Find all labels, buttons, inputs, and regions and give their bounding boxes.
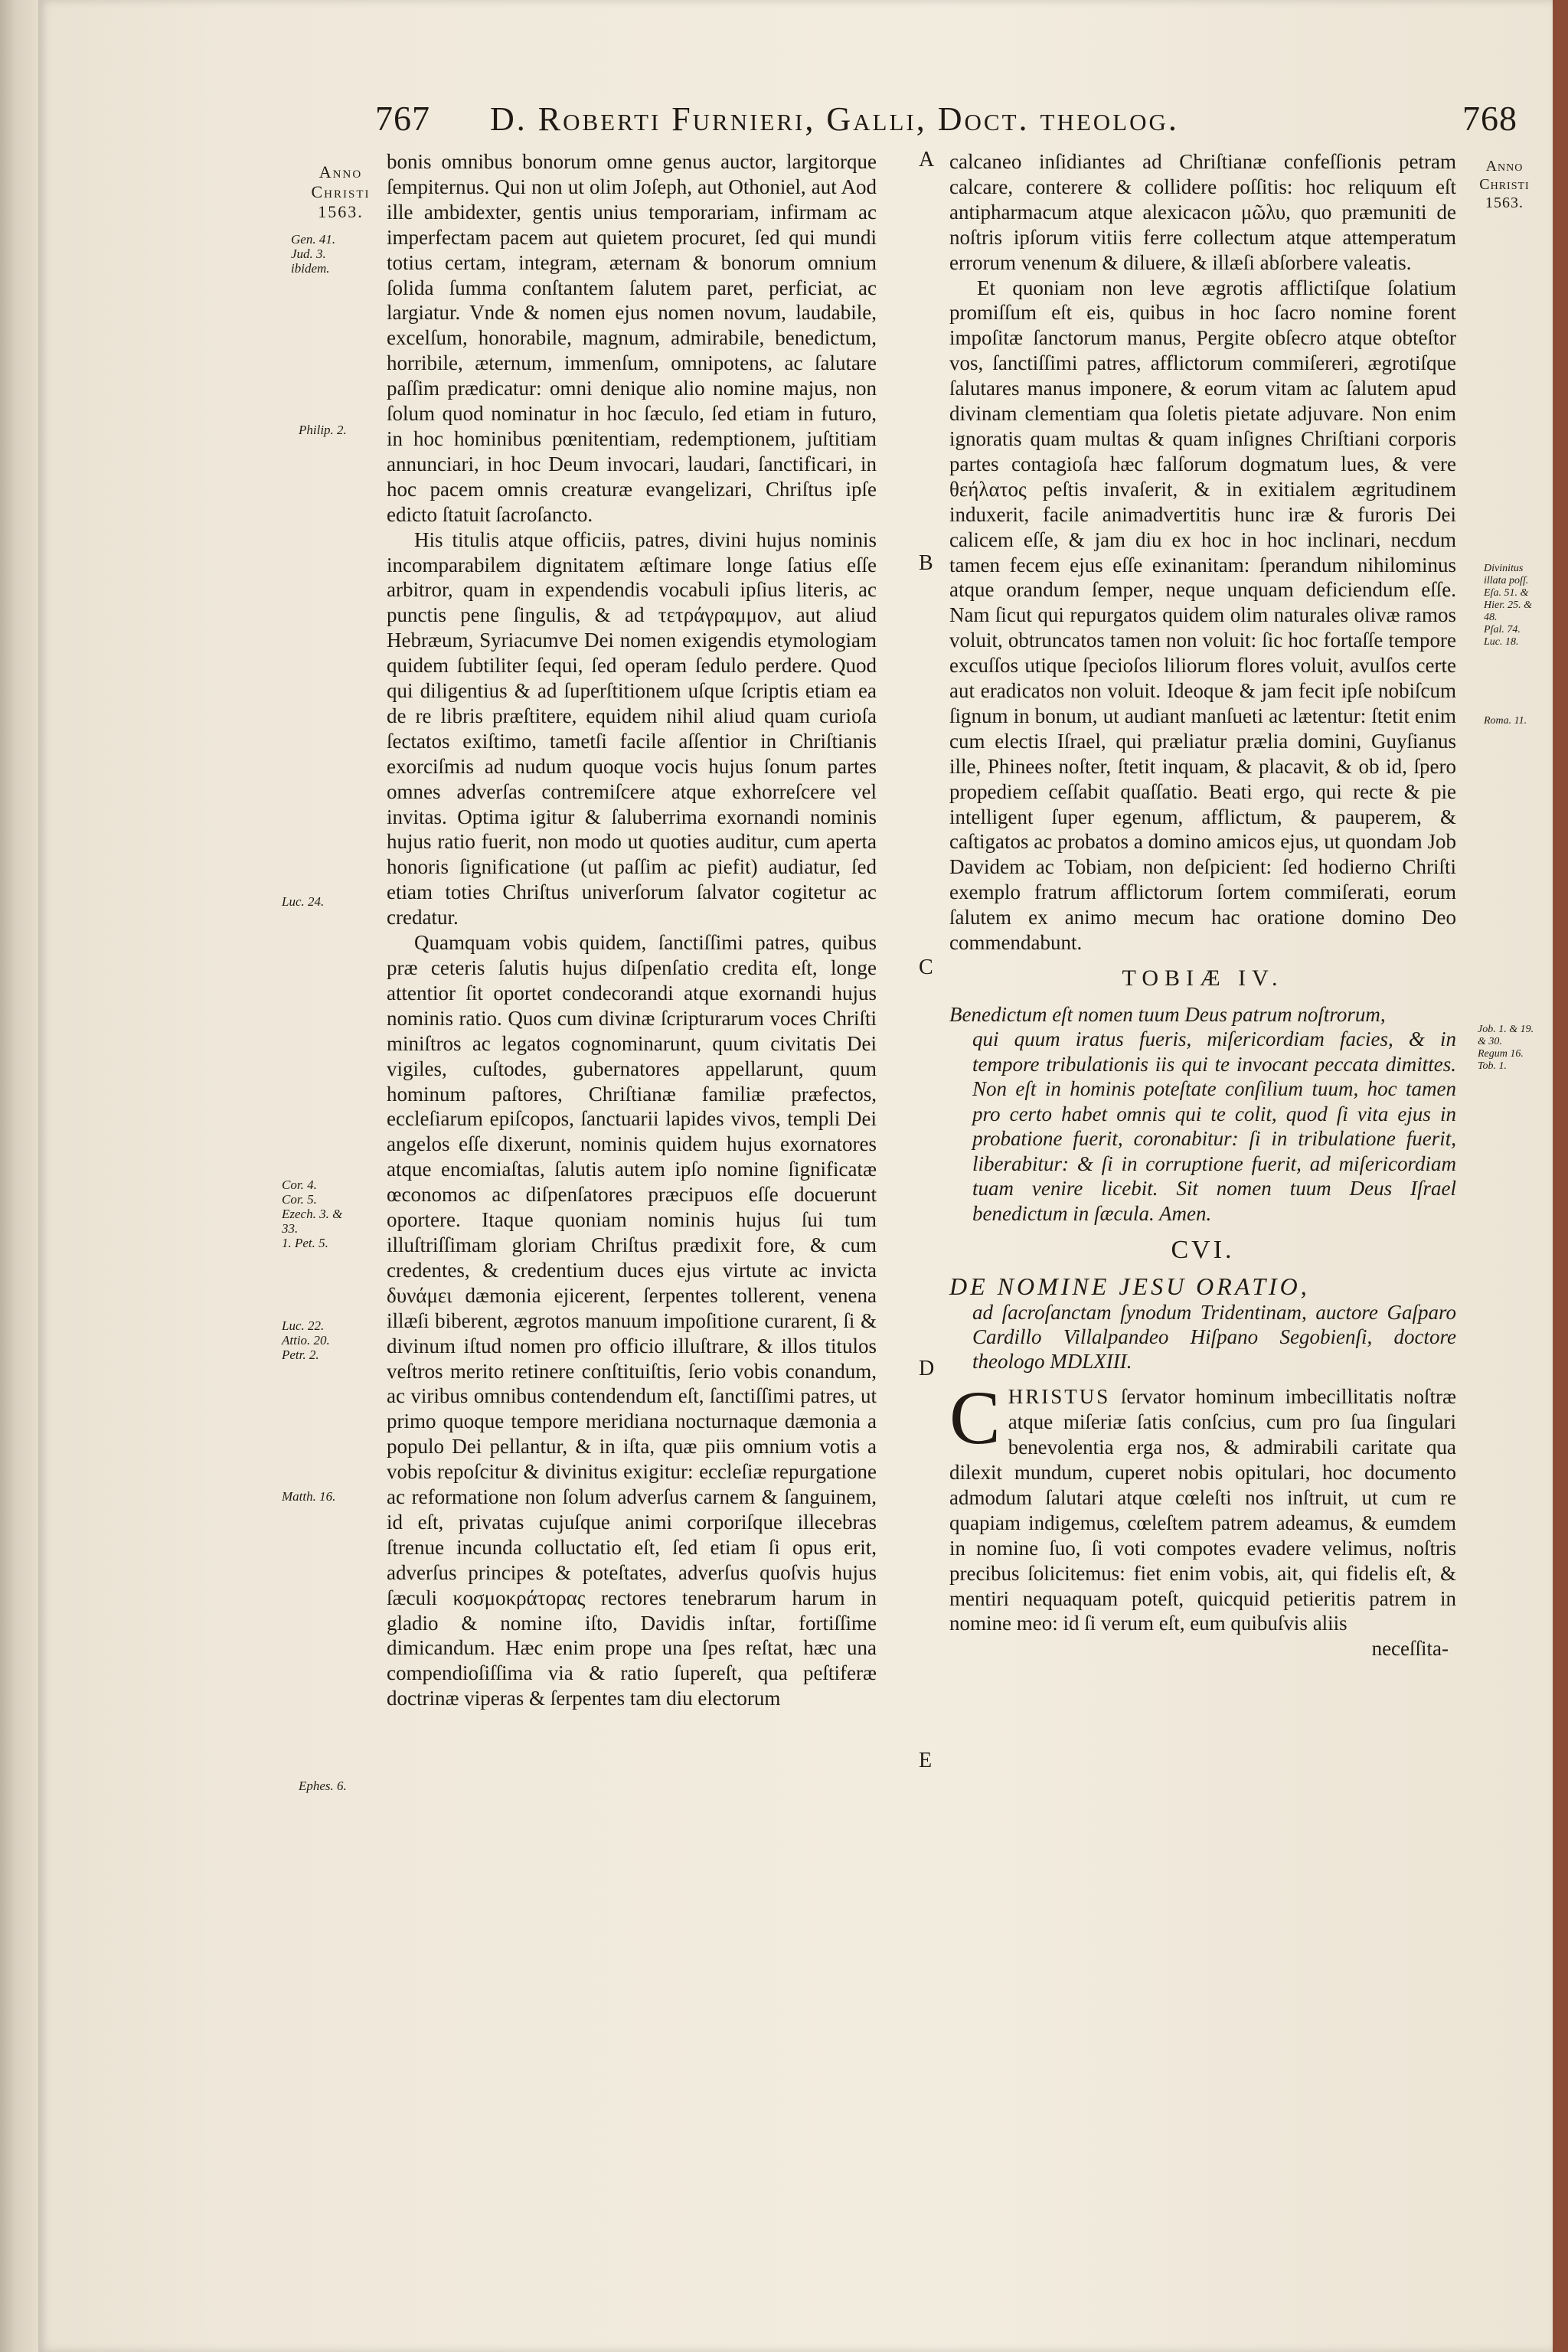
margin-year-label: Anno [1485,158,1524,175]
margin-note: Philip. 2. [299,423,347,437]
catchword: neceſſita- [1371,1637,1449,1661]
book-page [38,0,1553,2352]
margin-note: Divinitus illata poſſ. Eſa. 51. & Hier. 25. & 48. Pſal. 74. Luc. 18. [1484,563,1532,648]
oration-heading [949,1274,1456,1300]
paragraph: His titulis atque officiis, patres, divini hujus nominis incomparabilem dignitatem æſtimare longe ſatius eſſe arbitror, quam in expendendis vocabuli ipſius literis, ac punctis pene ſingulis, & ad τετράγραμμον, aut aliud Hebræum, Syriacumve Dei nomen exigendis etymologiam quidem ſubtiliter ſequi, ſed operam ſedulo perdere. Quod qui diligentius & ad ſuperſtitionem uſque ſcriptis etiam ea de re libris præſtitere, equidem nihil aliud quam curioſa ſectatos exiſtimo, tametſi facile aſſentior in Chriſtianis exorciſmis ad nudum quoque vocis hujus ſonum partes omnes adverſas contremiſcere atque exhorreſcere vel invitas. Optima igitur & ſaluberrima exornandi nominis hujus ratio fuerit, non modo ut quoties auditur, cum aperta honoris ſignificatione (ut paſſim ac piefit) audiatur, ſed etiam toties Chriſtus univerſorum ſalvator cogitetur ac credatur. [387,528,877,929]
section-letter: C [919,956,933,979]
page-edge [0,0,38,2352]
paragraph: Et quoniam non leve ægrotis afflictiſque ſolatium promiſſum eſt eis, quibus in hoc ſacro nomine forent impoſitæ ſanctorum manus, Pergite obſecro atque obteſtor vos, ſanctiſſimi patres, afflictorum commiſereri, ægrotiſque ſalutares manus imponere, & eorum vitam ac ſalutem apud divinam clementiam qua ſoletis pietate adjuvare. Non enim ignoratis quam multas & quam inſignes Chriſtiani corporis partes contagioſa hæc falſorum dogmatum lues, & vere θεήλατος peſtis invaſerit, & in exitialem ægritudinem induxerit, facile animadvertitis hunc iræ & furoris Dei calicem eſſe, & jam diu ex hoc in hoc inclinari, necdum tamen fecem ejus eſſe exinanitam: ſperandum nihilominus atque orandum ſemper, neque unquam deficiendum eſſe. Nam ſicut qui repurgatos quidem olim naturales olivæ ramos voluit, obtruncatos tamen non voluit: ſic hoc fortaſſe tempore excuſſos utique ſpecioſos liliorum flores voluit, avulſos certe aut eradicatos non voluit. Ideoque & jam fecit ipſe nobiſcum ſignum in bonum, ut audiant manſueti ac lætentur: ſtetit enim cum electis Iſrael, qui præliatur prælia domini, Guyſianus ille, Phinees noſter, ſtetit inquam, & placavit, & ob id, ſpero propediem ceſſabit quaſſatio. Beati ergo, qui recte & pie intelligent ſuper egenum, afflictum, & pauperem, & caſtigatos ac probatos a domino amicos ejus, ut quondam Job Davidem ac Tobiam, non deſpicient: ſed hodierno Chriſti exemplo fratrum afflictorum ſortem commiſerati, eorum ſalutem ex animo mecum hac oratione domino Deo commendabunt. [949,276,1456,955]
running-title: D. Roberti Furnieri, Galli, Doct. theolog. [490,100,1179,138]
left-column [387,149,877,1711]
drop-cap: C [949,1375,1001,1461]
opening-paragraph [949,1375,1457,1636]
section-title: TOBIÆ IV. [1122,965,1284,991]
margin-note: Roma. 11. [1484,715,1527,727]
margin-year-right [1474,157,1535,212]
paragraph: calcaneo inſidiantes ad Chriſtianæ confeſſionis petram calcare, conterere & collidere poſſitis: hoc reliquum eſt antipharmacum atque alexicacon μῶλυ, quo præmuniti de noſtris ipſorum vitiis ferre collectum atque attemperatum errorum venenum & diluere, & illæſi abſorbere valeatis. [949,150,1456,274]
paragraph: bonis omnibus bonorum omne genus auctor, largitorque ſempiternus. Qui non ut olim Joſeph, aut Othoniel, aut Aod ille ambidexter, gentis unius temporariam, infirmam ac imperfectam pacem aut quietem procuret, ſed qui mundi totius certam, integram, æternam & bonorum omnium ſolida ſumma conſtantem ſalutem paret, perficiat, ac largiatur. Vnde & nomen ejus nomen novum, laudabile, excelſum, honorabile, magnum, admirabile, benedictum, horribile, æternum, immenſum, omnipotens, ac ſalutare paſſim prædicatur: omni denique alio nomine majus, non ſolum quod nominatur in hoc ſæculo, ſed etiam in futuro, in hoc hominibus pœnitentiam, redemptionem, juſtitiam annunciari, in hoc Deum invocari, laudari, ſanctificari, in hoc pacem omnis creaturæ evangelizari, Chriſtus ipſe edicto ſtatuit ſacroſancto. [387,150,877,526]
margin-year-word: Christi [311,182,371,201]
margin-year-label: Anno [318,162,363,181]
paragraph: Quamquam vobis quidem, ſanctiſſimi patres, quibus præ ceteris ſalutis hujus diſpenſatio credita eſt, longe attentior ſit oportet condecorandi atque exornandi hujus nominis ratio. Quos cum divinæ ſcripturarum voces Chriſti miniſtros ac legatos cognominarunt, quum civitatis Dei vigiles, cuſtodes, gubernatores appellarunt, quum hominum paſtores, Chriſtianæ familiæ præfectos, eccleſiarum epiſcopos, ſanctuarii lapides vivos, templi Dei angelos eſſe dixerunt, nominis quidem hujus exornatores atque encomiaſtas, ſalutis autem ipſo nomine ſignificatæ œconomos ac diſpenſatores præcipuos eſſe docuerunt oportere. Itaque quoniam nominis hujus ſui tum illuſtriſſimam gloriam Chriſtus prædixit fore, & cum credentes, & credentium duces ejus virtute ac invicta δυνάμει dæmonia ejicerent, ſerpentes tollerent, venena illæſi biberent, ægrotos manuum impoſitione curarent, ſi & divinum iſtud nomen pro officio illuſtrare, & illos titulos veſtros merito retinere conſtituiſtis, ſerio vobis conandum, ac viribus omnibus contendendum eſt, ſanctiſſimi patres, ut primo quoque tempore meridiana nocturnaque dæmonia a populo Dei pellantur, & in iſta, quæ piis omnium votis a vobis repoſcitur & divinitus exigitur: eccleſiæ repurgatione ac reformatione non ſolum adverſus carnem & ſanguinem, id eſt, privatas cujuſque animi corporiſque illecebras ſtrenue incunda colluctatio eſt, ſed etiam ſi opus erit, adverſus principes & poteſtates, adverſus quoſvis hujus ſæculi κοσμοκράτορας rectores tenebrarum harum in gladio & nomine iſto, Davidis inſtar, fortiſſime dimicandum. Hæc enim prope una ſpes reſtat, hæc una compendioſiſſima via & ratio ſupereſt, qua peſtiferæ doctrinæ viperas & ſerpentes tam diu electorum [387,931,877,1710]
section-letter: D [919,1357,935,1380]
margin-note: Matth. 16. [282,1489,336,1504]
paragraph-text: ſervator hominum imbecillitatis noſtræ atque miſeriæ ſatis conſcius, cum pro ſua ſingulari benevolentia erga nos, & admirabili caritate qua dilexit mundum, cuperet nobis opitulari, hoc documento admodum ſalutari atque cœleſti nos inſtruit, ut cum re quapiam indigemus, cœleſtem patrem adeamus, & eumdem in nomine ſuo, ſi voti compotes evadere velimus, noſtris precibus ſolicitemus: fiet enim vobis, ait, qui fidelis eſt, & mentiri nequaquam poteſt, quicquid petieritis patrem in nomine meo: id ſi verum eſt, eum quibuſvis aliis [949,1385,1457,1635]
right-column [949,149,1456,1661]
margin-year-word: Christi [1479,176,1530,193]
margin-note: Ephes. 6. [299,1779,347,1793]
margin-note: Luc. 24. [282,894,325,909]
margin-note: Luc. 22. Attio. 20. Petr. 2. [282,1318,330,1362]
margin-note: Job. 1. & 19. & 30. Regum 16. Tob. 1. [1478,1024,1534,1072]
margin-year-left [295,162,387,222]
running-header [375,98,1524,152]
oration-title: DE NOMINE JESU ORATIO, [949,1272,1310,1301]
margin-year-number: 1563. [1485,194,1524,211]
chapter-number: CVI. [1171,1236,1235,1265]
initial-word: HRISTUS [1008,1385,1111,1409]
page-number-right: 768 [1462,99,1517,138]
prayer-first-line: Benedictum eſt nomen tuum Deus patrum noſtrorum, [949,1002,1386,1026]
margin-note: Gen. 41. Jud. 3. ibidem. [291,232,336,276]
section-letter: E [919,1749,933,1772]
section-letter: B [919,551,933,575]
section-letter: A [919,148,935,172]
oration-subtitle: ad ſacroſanctam ſynodum Tridentinam, auctore Gaſparo Cardillo Villalpandeo Hiſpano Segobienſi, doctore theologo MDLXIII. [972,1301,1456,1374]
margin-note: Cor. 4. Cor. 5. Ezech. 3. & 33. 1. Pet. 5. [282,1178,343,1250]
prayer-text: qui quum iratus fueris, miſericordiam facies, & in tempore tribulationis iis qui te invocant peccata dimittes. Non eſt in hominis poteſtate conſilium tuum, hoc tamen pro certo habet omnis qui te colit, quod ſi vita ejus in probatione fuerit, coronabitur: ſi in tribulatione fuerit, liberabitur: & ſi in corruptione fuerit, ad miſericordiam tuam venire licebit. Sit nomen tuum Deus Iſrael benedictum in ſæcula. Amen. [972,1027,1456,1225]
margin-year-number: 1563. [318,202,364,221]
page-number-left: 767 [375,99,430,138]
